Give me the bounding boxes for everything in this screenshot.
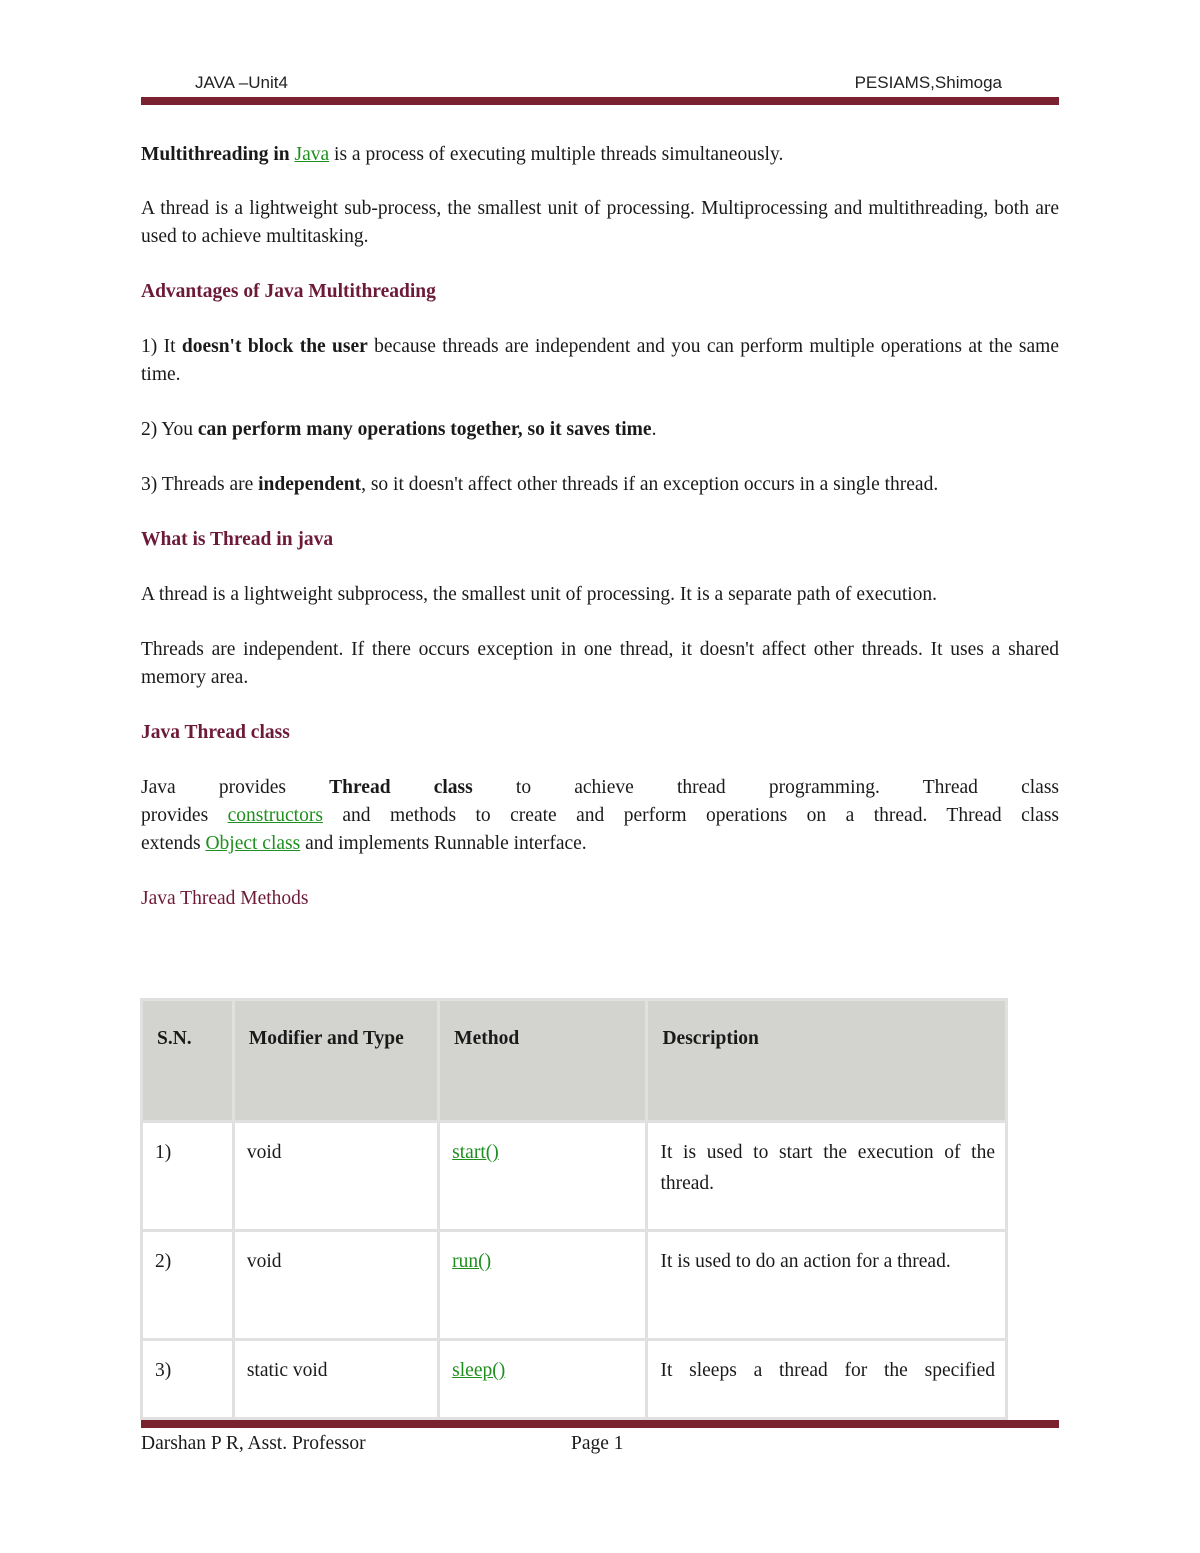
cell-sn: 1)	[142, 1122, 234, 1231]
cell-type: static void	[233, 1340, 438, 1419]
constructors-link[interactable]: constructors	[227, 805, 323, 826]
tc-l1-bold: Thread class	[329, 777, 473, 798]
table-header-row	[142, 1000, 1007, 1122]
thread-class-line-2	[141, 802, 1059, 830]
header-sn: S.N.	[142, 1000, 234, 1122]
thread-class-line-3	[141, 830, 1059, 858]
tc-l3b: and implements Runnable interface.	[300, 833, 587, 854]
tc-l3a: extends	[141, 833, 206, 854]
thread-class-line-1	[141, 774, 1059, 802]
header-method: Method	[439, 1000, 647, 1122]
methods-table	[140, 998, 1008, 1420]
adv2-post: .	[651, 419, 657, 440]
page-body	[141, 141, 1059, 939]
adv3-post: , so it doesn't affect other threads if an exception occurs in a single thread.	[361, 474, 939, 495]
adv3-bold: independent	[258, 474, 362, 495]
method-link-sleep[interactable]: sleep()	[452, 1360, 506, 1381]
advantage-item-1	[141, 333, 1059, 389]
adv2-pre: 2) You	[141, 419, 198, 440]
cell-description: It is used to start the execution of the thread.	[647, 1122, 1007, 1231]
header-rule	[141, 97, 1059, 105]
table-row	[142, 1340, 1007, 1419]
adv1-bold: doesn't block the user	[181, 336, 368, 357]
header-right: PESIAMS,Shimoga	[854, 73, 1002, 92]
footer-rule	[141, 1420, 1059, 1428]
object-class-link[interactable]: Object class	[205, 833, 301, 854]
tc-l1b: to achieve thread programming. Thread class	[472, 777, 1059, 798]
what-is-thread-heading: What is Thread in java	[141, 529, 334, 550]
cell-method	[439, 1340, 647, 1419]
cell-description: It sleeps a thread for the specified	[647, 1340, 1007, 1419]
intro-paragraph	[141, 141, 1059, 169]
tc-l2a: provides	[141, 805, 228, 826]
thread-class-heading: Java Thread class	[141, 722, 290, 743]
header-description: Description	[647, 1000, 1007, 1122]
page-number: Page 1	[571, 1433, 624, 1454]
tc-l2b: and methods to create and perform operations on a thread. Thread class	[322, 805, 1059, 826]
advantage-item-2	[141, 416, 1059, 444]
thread-class-paragraph	[141, 774, 1059, 858]
intro-rest: is a process of executing multiple threads simultaneously.	[329, 144, 784, 165]
table-row	[142, 1231, 1007, 1340]
thread-definition: A thread is a lightweight sub-process, the smallest unit of processing. Multiprocessing and multithreading, both are used to achieve multitasking.	[141, 198, 1059, 247]
methods-title: Java Thread Methods	[141, 888, 309, 909]
what-is-thread-para-2: Threads are independent. If there occurs exception in one thread, it doesn't affect other threads. It uses a shared memory area.	[141, 639, 1059, 688]
cell-method	[439, 1231, 647, 1340]
footer-author: Darshan P R, Asst. Professor	[141, 1433, 366, 1454]
method-link-start[interactable]: start()	[452, 1142, 499, 1163]
method-link-run[interactable]: run()	[452, 1251, 492, 1272]
advantage-item-3	[141, 471, 1059, 499]
methods-table-wrapper	[140, 998, 1008, 1420]
cell-method	[439, 1122, 647, 1231]
intro-bold: Multithreading in	[141, 144, 290, 165]
cell-type: void	[233, 1122, 438, 1231]
cell-sn: 2)	[142, 1231, 234, 1340]
advantages-heading: Advantages of Java Multithreading	[141, 281, 436, 302]
adv1-post: because threads are independent and you can perform multiple operations at the same time.	[141, 336, 1059, 385]
cell-description: It is used to do an action for a thread.	[647, 1231, 1007, 1340]
adv2-bold: can perform many operations together, so it saves time	[197, 419, 652, 440]
adv3-pre: 3) Threads are	[141, 474, 259, 495]
java-link[interactable]: Java	[294, 144, 330, 165]
table-row	[142, 1122, 1007, 1231]
header-left: JAVA –Unit4	[195, 73, 288, 92]
cell-type: void	[233, 1231, 438, 1340]
header-modifier-type: Modifier and Type	[233, 1000, 438, 1122]
adv1-pre: 1) It	[141, 336, 182, 357]
tc-l1a: Java provides	[141, 777, 330, 798]
what-is-thread-para-1: A thread is a lightweight subprocess, the smallest unit of processing. It is a separate path of execution.	[141, 584, 938, 605]
cell-sn: 3)	[142, 1340, 234, 1419]
